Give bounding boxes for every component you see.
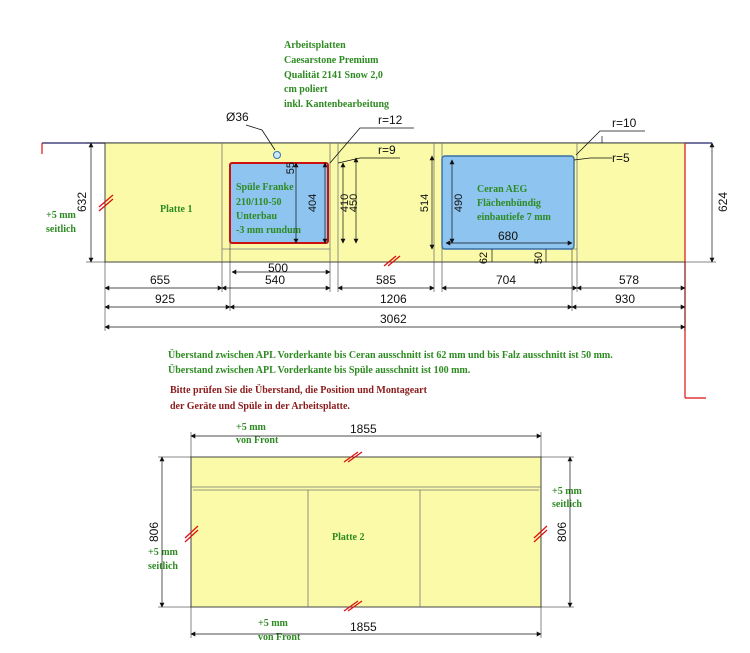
dim-925: 925 bbox=[155, 292, 176, 306]
dim-704: 704 bbox=[496, 273, 517, 287]
plate-2-height-left: 806 bbox=[147, 521, 161, 543]
dim-row-1 bbox=[105, 261, 685, 288]
dim-500: 500 bbox=[268, 261, 289, 275]
sink-radius-inner-label: r=9 bbox=[378, 143, 396, 157]
tap-hole bbox=[274, 152, 281, 159]
cooktop-line-3: einbautiefe 7 mm bbox=[477, 212, 551, 223]
plate-1-height-right: 624 bbox=[716, 191, 730, 213]
cooktop-radius-inner-label: r=5 bbox=[612, 151, 630, 165]
dim-1206: 1206 bbox=[380, 292, 407, 306]
plate-1-label: Platte 1 bbox=[160, 204, 193, 215]
dim-585: 585 bbox=[376, 273, 397, 287]
plate-2-width-top: 1855 bbox=[350, 422, 377, 436]
dim-578: 578 bbox=[619, 273, 640, 287]
plate-2-width-bottom: 1855 bbox=[350, 620, 377, 634]
plate-2-left-note-1: +5 mm bbox=[148, 547, 178, 558]
cooktop-line-2: Flächenbündig bbox=[477, 198, 541, 209]
note-green-1: Überstand zwischen APL Vorderkante bis Ceran ausschnitt ist 62 mm und bis Falz ausschnitt ist 50 mm. bbox=[168, 350, 613, 361]
sink-radius-label: r=12 bbox=[378, 113, 403, 127]
plate-1-side-note-1: +5 mm bbox=[46, 210, 76, 221]
dim-655: 655 bbox=[150, 273, 171, 287]
plate-2-left-note-2: seitlich bbox=[148, 561, 178, 572]
tap-hole-diameter: Ø36 bbox=[226, 110, 249, 124]
plate-2-body bbox=[191, 457, 541, 607]
note-red-2: der Geräte und Spüle in der Arbeitsplatte. bbox=[170, 401, 350, 412]
plate-1-height-left: 632 bbox=[75, 191, 89, 213]
plate-2-top-note-2: von Front bbox=[236, 435, 279, 446]
plate-2-height-right: 806 bbox=[555, 521, 569, 543]
cooktop-dim-680: 680 bbox=[498, 229, 519, 243]
plate-2 bbox=[147, 422, 583, 643]
header-line-5: inkl. Kantenbearbeitung bbox=[284, 99, 390, 110]
cooktop-dim-514: 514 bbox=[419, 193, 431, 213]
header-line-4: cm poliert bbox=[284, 84, 328, 95]
sink-line-1: Spüle Franke bbox=[236, 182, 294, 193]
sink-dim-410: 410 bbox=[339, 193, 351, 213]
sink-line-2: 210/110-50 bbox=[236, 197, 282, 208]
sink-dim-55: 55 bbox=[285, 162, 297, 175]
dim-row-2 bbox=[105, 292, 685, 307]
header-line-1: Arbeitsplatten bbox=[284, 40, 346, 51]
cooktop-radius-outer-label: r=10 bbox=[612, 116, 637, 130]
notes bbox=[168, 348, 613, 412]
dim-3062: 3062 bbox=[380, 312, 407, 326]
cooktop-dim-490: 490 bbox=[453, 193, 465, 213]
dim-540: 540 bbox=[265, 273, 286, 287]
dim-930: 930 bbox=[615, 292, 636, 306]
cooktop-line-1: Ceran AEG bbox=[477, 184, 528, 195]
plate-2-bottom-note-1: +5 mm bbox=[258, 618, 288, 629]
sink-dim-450: 450 bbox=[348, 193, 360, 213]
sink-line-3: Unterbau bbox=[236, 211, 278, 222]
note-green-2: Überstand zwischen APL Vorderkante bis Spüle ausschnitt ist 100 mm. bbox=[168, 365, 471, 376]
material-header bbox=[284, 40, 389, 110]
note-red-1: Bitte prüfen Sie die Überstand, die Position und Montageart bbox=[170, 385, 427, 396]
plate-2-label: Platte 2 bbox=[332, 532, 365, 543]
cooktop-dim-62: 62 bbox=[478, 251, 490, 265]
cooktop-dim-50: 50 bbox=[533, 251, 545, 265]
plate-2-bottom-note-2: von Front bbox=[258, 632, 301, 643]
sink-dim-404: 404 bbox=[307, 193, 319, 213]
sink-line-4: -3 mm rundum bbox=[236, 225, 302, 236]
plate-1-side-note-2: seitlich bbox=[46, 224, 76, 235]
plate-2-right-note-1: +5 mm bbox=[552, 486, 582, 497]
plate-1-body bbox=[105, 143, 685, 265]
plate-2-right-note-2: seitlich bbox=[552, 499, 582, 510]
plate-2-top-note-1: +5 mm bbox=[236, 422, 266, 433]
header-line-3: Qualität 2141 Snow 2,0 bbox=[284, 70, 383, 81]
header-line-2: Caesarstone Premium bbox=[284, 55, 379, 66]
